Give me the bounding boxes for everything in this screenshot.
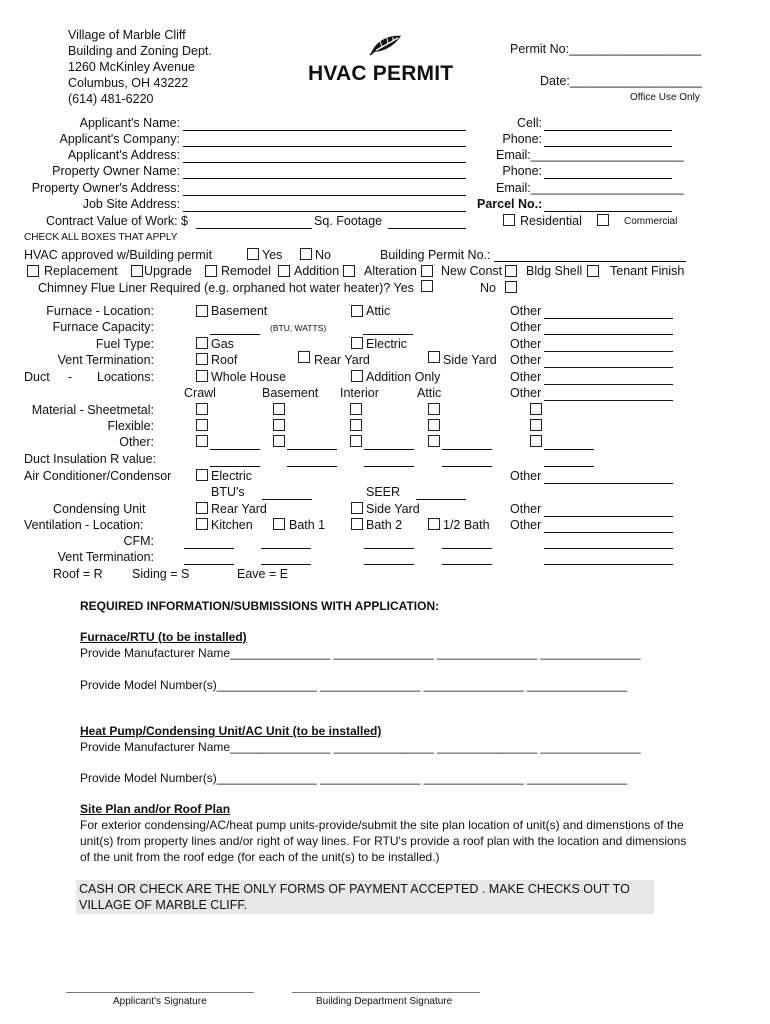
other-field-3[interactable] <box>544 351 673 352</box>
flexible-other-checkbox[interactable] <box>530 419 542 431</box>
vent-term-field-1[interactable] <box>184 564 234 565</box>
ac-electric-label: Electric <box>211 469 252 483</box>
attic-checkbox[interactable] <box>351 305 363 317</box>
date-field[interactable]: Date:___________________ <box>540 74 702 88</box>
building-dept-signature-field[interactable] <box>292 992 480 993</box>
furnace-model-no-field[interactable]: Provide Model Number(s)_______________ _______________ _______________ _______________ <box>80 678 628 692</box>
gas-label: Gas <box>211 337 234 351</box>
vent-roof-checkbox[interactable] <box>196 353 208 365</box>
owner-name-field[interactable] <box>183 178 466 179</box>
owner-address-label: Property Owner's Address: <box>31 181 180 195</box>
page-title: HVAC PERMIT <box>308 62 454 85</box>
vent-termination-label-2: Vent Termination: <box>57 550 154 564</box>
legend-roof: Roof = R <box>53 567 103 581</box>
furnace-capacity-field-1[interactable] <box>210 334 260 335</box>
sheetmetal-basement-checkbox[interactable] <box>273 403 285 415</box>
condensing-unit-label: Condensing Unit <box>53 502 146 516</box>
approved-yes-checkbox[interactable] <box>247 248 259 260</box>
ventilation-location-label: Ventilation - Location: <box>24 518 144 532</box>
other-label-5: Other <box>510 370 542 384</box>
other-attic-field[interactable] <box>442 449 492 450</box>
vent-rear-yard-checkbox[interactable] <box>298 351 310 363</box>
material-flexible-label: Flexible: <box>107 419 154 433</box>
btu-watts-note: (BTU, WATTS) <box>270 323 327 333</box>
heat-pump-heading: Heat Pump/Condensing Unit/AC Unit (to be installed) <box>80 724 382 738</box>
bath1-label: Bath 1 <box>289 518 326 532</box>
col-attic: Attic <box>417 386 442 400</box>
electric-checkbox[interactable] <box>351 337 363 349</box>
vent-termination-label: Vent Termination: <box>57 353 154 367</box>
tenant-finish-checkbox[interactable] <box>587 265 599 277</box>
tenant-finish-label: Tenant Finish <box>610 264 685 278</box>
bath1-checkbox[interactable] <box>273 518 285 530</box>
insulation-interior-field[interactable] <box>364 466 414 467</box>
cu-other-field[interactable] <box>544 516 673 517</box>
permit-no-field[interactable]: Permit No:___________________ <box>510 42 702 56</box>
vent-term-field-4[interactable] <box>442 564 492 565</box>
attic-label: Attic <box>366 304 391 318</box>
applicant-company-field[interactable] <box>183 146 466 147</box>
replacement-label: Replacement <box>44 264 118 278</box>
insulation-basement-field[interactable] <box>287 466 337 467</box>
heat-pump-model-no-field[interactable]: Provide Model Number(s)_______________ _______________ _______________ _______________ <box>80 771 628 785</box>
approved-no-checkbox[interactable] <box>300 248 312 260</box>
building-permit-no-field[interactable] <box>494 261 686 262</box>
other-interior-field[interactable] <box>364 449 414 450</box>
job-site-label: Job Site Address: <box>82 197 180 211</box>
other-interior-checkbox[interactable] <box>350 435 362 447</box>
phone-label: Phone: <box>502 132 542 146</box>
upgrade-label: Upgrade <box>144 264 192 278</box>
sheetmetal-crawl-checkbox[interactable] <box>196 403 208 415</box>
job-site-field[interactable] <box>183 211 466 212</box>
cell-field[interactable] <box>544 130 672 131</box>
kitchen-label: Kitchen <box>211 518 253 532</box>
chimney-yes-checkbox[interactable] <box>421 280 433 292</box>
other-label-2: Other <box>510 320 542 334</box>
commercial-checkbox[interactable] <box>597 214 609 226</box>
furnace-mfr-name-field[interactable]: Provide Manufacturer Name_______________ _______________ _______________ _______________ <box>80 646 641 660</box>
other-basement-field[interactable] <box>287 449 337 450</box>
owner-phone-label: Phone: <box>502 164 542 178</box>
alteration-label: Alteration <box>364 264 417 278</box>
furnace-capacity-label: Furnace Capacity: <box>52 320 154 334</box>
org-line-3: 1260 McKinley Avenue <box>68 60 195 74</box>
basement-checkbox[interactable] <box>196 305 208 317</box>
bath2-checkbox[interactable] <box>351 518 363 530</box>
other-attic-checkbox[interactable] <box>428 435 440 447</box>
ac-other-label: Other <box>510 469 542 483</box>
approved-no-label: No <box>315 248 331 262</box>
insulation-attic-field[interactable] <box>442 466 492 467</box>
chimney-no-checkbox[interactable] <box>505 281 517 293</box>
approved-yes-label: Yes <box>262 248 283 262</box>
sheetmetal-interior-checkbox[interactable] <box>350 403 362 415</box>
site-plan-text: For exterior condensing/AC/heat pump units-provide/submit the site plan location of unit(s) and dimenstions of the unit(s) from property lines and/or right of way lines. For RTU's provide a roof plan with the location and dimensions of the unit from the roof edge (for each of the unit(s) to be installed.) <box>80 818 687 864</box>
other-label-3: Other <box>510 337 542 351</box>
half-bath-checkbox[interactable] <box>428 518 440 530</box>
basement-label: Basement <box>211 304 268 318</box>
other-field-2[interactable] <box>544 334 673 335</box>
duct-dash: - <box>68 370 73 384</box>
other-field-1[interactable] <box>544 318 673 319</box>
remodel-label: Remodel <box>221 264 272 278</box>
flexible-interior-checkbox[interactable] <box>350 419 362 431</box>
applicant-signature-label: Applicant's Signature <box>113 996 207 1007</box>
col-interior: Interior <box>340 386 379 400</box>
other-field-4[interactable] <box>544 367 673 368</box>
replacement-checkbox[interactable] <box>27 265 39 277</box>
required-heading: REQUIRED INFORMATION/SUBMISSIONS WITH APPLICATION: <box>80 599 440 613</box>
vent-term-field-2[interactable] <box>261 564 311 565</box>
cu-other-label: Other <box>510 502 542 516</box>
duct-locations-label: Locations: <box>97 370 154 384</box>
sq-footage-label: Sq. Footage <box>314 214 383 228</box>
material-other-label: Other: <box>119 435 154 449</box>
ac-electric-checkbox[interactable] <box>196 469 208 481</box>
residential-checkbox[interactable] <box>503 214 515 226</box>
other-label-1: Other <box>510 304 542 318</box>
org-line-5: (614) 481-6220 <box>68 92 154 106</box>
ac-other-field[interactable] <box>544 483 673 484</box>
whole-house-checkbox[interactable] <box>196 370 208 382</box>
legend-siding: Siding = S <box>132 567 190 581</box>
flexible-crawl-checkbox[interactable] <box>196 419 208 431</box>
cfm-field-2[interactable] <box>261 548 311 549</box>
chimney-liner-label: Chimney Flue Liner Required (e.g. orphaned hot water heater)? Yes <box>38 281 414 295</box>
chimney-no-label: No <box>480 281 496 295</box>
fuel-type-label: Fuel Type: <box>95 337 154 351</box>
sheetmetal-other-checkbox[interactable] <box>530 403 542 415</box>
other-label-4: Other <box>510 353 542 367</box>
vent-rear-yard-label: Rear Yard <box>314 353 370 367</box>
other-crawl-field[interactable] <box>210 449 260 450</box>
vent-term-field-5[interactable] <box>544 564 673 565</box>
org-line-2: Building and Zoning Dept. <box>68 44 212 58</box>
residential-label: Residential <box>520 214 582 228</box>
addition-only-label: Addition Only <box>366 370 441 384</box>
seer-label: SEER <box>366 485 401 499</box>
col-crawl: Crawl <box>184 386 216 400</box>
kitchen-checkbox[interactable] <box>196 518 208 530</box>
flexible-basement-checkbox[interactable] <box>273 419 285 431</box>
furnace-capacity-field-2[interactable] <box>363 334 413 335</box>
furnace-rtu-heading: Furnace/RTU (to be installed) <box>80 630 247 644</box>
cfm-field-4[interactable] <box>442 548 492 549</box>
insulation-other-field[interactable] <box>544 466 594 467</box>
gas-checkbox[interactable] <box>196 337 208 349</box>
seer-field[interactable] <box>416 499 466 500</box>
ac-condensor-label: Air Conditioner/Condensor <box>24 469 172 483</box>
duct-insulation-label: Duct Insulation R value: <box>24 452 157 466</box>
applicant-address-field[interactable] <box>183 162 466 163</box>
owner-name-label: Property Owner Name: <box>52 164 180 178</box>
check-all-note: CHECK ALL BOXES THAT APPLY <box>24 232 178 243</box>
bldg-shell-checkbox[interactable] <box>505 265 517 277</box>
applicant-name-label: Applicant's Name: <box>79 116 180 130</box>
duct-label: Duct <box>24 370 50 384</box>
vent-term-field-3[interactable] <box>364 564 414 565</box>
org-line-4: Columbus, OH 43222 <box>68 76 189 90</box>
payment-notice: CASH OR CHECK ARE THE ONLY FORMS OF PAYMENT ACCEPTED . MAKE CHECKS OUT TO VILLAGE OF MARBLE CLIFF. <box>76 880 654 914</box>
legend-eave: Eave = E <box>237 567 289 581</box>
cell-label: Cell: <box>516 116 542 130</box>
contract-value-field[interactable] <box>196 228 312 229</box>
other-field-5[interactable] <box>544 384 673 385</box>
building-dept-signature-label: Building Department Signature <box>316 996 453 1007</box>
hvac-approved-label: HVAC approved w/Building permit <box>24 248 213 262</box>
office-use-label: Office Use Only <box>630 92 700 103</box>
commercial-label: Commercial <box>624 216 678 227</box>
cu-side-yard-label: Side Yard <box>366 502 420 516</box>
leaf-logo-icon <box>368 33 404 57</box>
cu-side-yard-checkbox[interactable] <box>351 502 363 514</box>
new-const-checkbox[interactable] <box>421 265 433 277</box>
new-const-label: New Const <box>441 264 503 278</box>
remodel-checkbox[interactable] <box>205 265 217 277</box>
material-sheetmetal-label: Material - Sheetmetal: <box>31 403 154 417</box>
other-basement-checkbox[interactable] <box>273 435 285 447</box>
owner-address-field[interactable] <box>183 195 466 196</box>
other-field-6[interactable] <box>544 400 673 401</box>
addition-only-checkbox[interactable] <box>351 370 363 382</box>
cfm-field-5[interactable] <box>544 548 673 549</box>
bath2-label: Bath 2 <box>366 518 403 532</box>
sheetmetal-attic-checkbox[interactable] <box>428 403 440 415</box>
other-label-6: Other <box>510 386 542 400</box>
vent-roof-label: Roof <box>211 353 238 367</box>
owner-email-field[interactable]: Email:______________________ <box>496 181 684 195</box>
furnace-location-label: Furnace - Location: <box>46 304 154 318</box>
other-other-checkbox[interactable] <box>530 435 542 447</box>
btus-field[interactable] <box>262 499 312 500</box>
parcel-label: Parcel No.: <box>477 197 543 211</box>
sq-footage-field[interactable] <box>388 228 466 229</box>
bldg-shell-label: Bldg Shell <box>526 264 583 278</box>
other-crawl-checkbox[interactable] <box>196 435 208 447</box>
applicant-address-label: Applicant's Address: <box>67 148 180 162</box>
whole-house-label: Whole House <box>211 370 287 384</box>
vent-side-yard-label: Side Yard <box>443 353 497 367</box>
applicant-signature-field[interactable] <box>66 992 254 993</box>
owner-phone-field[interactable] <box>544 178 672 179</box>
applicant-company-label: Applicant's Company: <box>59 132 180 146</box>
site-plan-heading: Site Plan and/or Roof Plan <box>80 802 231 816</box>
btus-label: BTU's <box>211 485 245 499</box>
email-field[interactable]: Email:______________________ <box>496 148 684 162</box>
vent-side-yard-checkbox[interactable] <box>428 351 440 363</box>
upgrade-checkbox[interactable] <box>131 265 143 277</box>
half-bath-label: 1/2 Bath <box>443 518 490 532</box>
parcel-field[interactable] <box>544 211 672 212</box>
cfm-label: CFM: <box>123 534 154 548</box>
addition-label: Addition <box>294 264 340 278</box>
vent-other-label: Other <box>510 518 542 532</box>
building-permit-no-label: Building Permit No.: <box>380 248 491 262</box>
other-other-field[interactable] <box>544 449 594 450</box>
cu-rear-yard-label: Rear Yard <box>211 502 267 516</box>
org-line-1: Village of Marble Cliff <box>68 28 186 42</box>
alteration-checkbox[interactable] <box>343 265 355 277</box>
phone-field[interactable] <box>544 146 672 147</box>
insulation-crawl-field[interactable] <box>210 466 260 467</box>
vent-other-field[interactable] <box>544 532 673 533</box>
heat-pump-mfr-name-field[interactable]: Provide Manufacturer Name_______________ _______________ _______________ _______________ <box>80 740 641 754</box>
flexible-attic-checkbox[interactable] <box>428 419 440 431</box>
cfm-field-3[interactable] <box>364 548 414 549</box>
addition-checkbox[interactable] <box>278 265 290 277</box>
applicant-name-field[interactable] <box>183 130 466 131</box>
cfm-field-1[interactable] <box>184 548 234 549</box>
cu-rear-yard-checkbox[interactable] <box>196 502 208 514</box>
electric-label: Electric <box>366 337 407 351</box>
col-basement: Basement <box>262 386 319 400</box>
contract-value-label: Contract Value of Work: $ <box>46 214 188 228</box>
